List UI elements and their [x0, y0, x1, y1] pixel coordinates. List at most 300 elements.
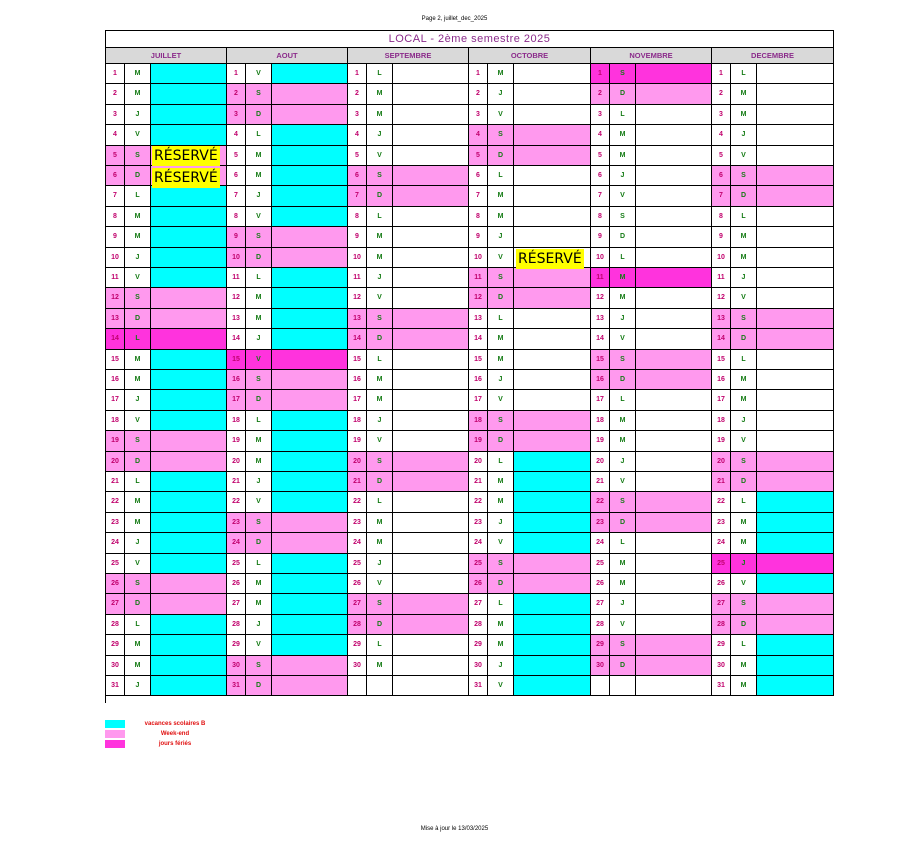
day-number: 24 — [469, 533, 488, 553]
day-of-week: S — [125, 288, 151, 308]
day-slot — [393, 656, 469, 676]
day-number: 5 — [227, 146, 246, 166]
day-of-week: V — [246, 635, 272, 655]
day-number: 13 — [591, 309, 610, 329]
day-slot — [514, 635, 591, 655]
day-number: 4 — [712, 125, 731, 145]
day-slot — [514, 513, 591, 533]
day-slot — [514, 492, 591, 512]
day-of-week: L — [731, 64, 757, 84]
day-slot — [272, 594, 348, 614]
day-number: 30 — [227, 656, 246, 676]
day-of-week: D — [731, 472, 757, 492]
day-slot — [636, 105, 712, 125]
day-of-week: V — [488, 390, 514, 410]
day-number: 18 — [106, 411, 125, 431]
day-slot — [151, 288, 227, 308]
day-slot — [514, 84, 591, 104]
day-number: 14 — [712, 329, 731, 349]
day-of-week: L — [488, 309, 514, 329]
day-number: 22 — [712, 492, 731, 512]
day-number: 24 — [712, 533, 731, 553]
day-of-week: M — [731, 105, 757, 125]
day-slot — [272, 431, 348, 451]
day-number: 8 — [712, 207, 731, 227]
day-of-week: M — [488, 350, 514, 370]
day-number: 9 — [712, 227, 731, 247]
day-slot — [757, 492, 834, 512]
day-of-week: L — [125, 186, 151, 206]
day-of-week: L — [367, 492, 393, 512]
day-of-week: M — [731, 370, 757, 390]
legend-swatch — [105, 730, 125, 738]
day-slot — [272, 329, 348, 349]
day-number: 31 — [227, 676, 246, 696]
day-slot — [393, 248, 469, 268]
day-number: 1 — [591, 64, 610, 84]
day-slot — [636, 350, 712, 370]
day-number: 9 — [591, 227, 610, 247]
day-slot — [393, 635, 469, 655]
day-number: 10 — [106, 248, 125, 268]
day-slot — [151, 207, 227, 227]
day-number: 16 — [591, 370, 610, 390]
day-slot — [636, 656, 712, 676]
day-of-week: J — [367, 411, 393, 431]
day-of-week: M — [610, 125, 636, 145]
day-number: 11 — [348, 268, 367, 288]
day-slot — [757, 227, 834, 247]
reserved-label: RÉSERVÉ — [154, 170, 218, 186]
day-slot — [151, 554, 227, 574]
day-number: 15 — [106, 350, 125, 370]
day-of-week: D — [488, 431, 514, 451]
day-slot — [151, 370, 227, 390]
day-number: 6 — [227, 166, 246, 186]
day-of-week: S — [125, 146, 151, 166]
day-of-week: D — [246, 533, 272, 553]
day-number: 14 — [106, 329, 125, 349]
day-number: 5 — [106, 146, 125, 166]
day-of-week: L — [488, 594, 514, 614]
day-of-week: L — [610, 390, 636, 410]
day-slot — [151, 676, 227, 696]
day-of-week: S — [246, 513, 272, 533]
day-number: 4 — [469, 125, 488, 145]
day-slot — [151, 656, 227, 676]
day-number: 24 — [106, 533, 125, 553]
month-header: SEPTEMBRE — [348, 48, 469, 64]
day-of-week: L — [246, 268, 272, 288]
day-slot — [636, 166, 712, 186]
day-slot — [636, 207, 712, 227]
day-number: 16 — [106, 370, 125, 390]
day-slot — [272, 390, 348, 410]
day-of-week: S — [488, 268, 514, 288]
day-number: 17 — [591, 390, 610, 410]
day-number: 17 — [712, 390, 731, 410]
day-number: 12 — [591, 288, 610, 308]
day-number: 11 — [712, 268, 731, 288]
day-number: 20 — [469, 452, 488, 472]
day-number: 23 — [591, 513, 610, 533]
day-slot — [636, 64, 712, 84]
day-slot — [393, 64, 469, 84]
day-slot — [514, 615, 591, 635]
day-number: 8 — [227, 207, 246, 227]
day-number: 13 — [227, 309, 246, 329]
day-number: 21 — [591, 472, 610, 492]
day-of-week: L — [610, 105, 636, 125]
day-number: 6 — [469, 166, 488, 186]
day-number: 15 — [591, 350, 610, 370]
day-slot — [514, 676, 591, 696]
day-of-week: D — [731, 329, 757, 349]
day-slot — [272, 492, 348, 512]
day-of-week: M — [246, 594, 272, 614]
day-of-week: V — [610, 329, 636, 349]
day-number: 7 — [106, 186, 125, 206]
day-number: 10 — [591, 248, 610, 268]
day-of-week: D — [731, 186, 757, 206]
day-of-week: J — [610, 309, 636, 329]
day-slot — [151, 492, 227, 512]
day-of-week: M — [246, 146, 272, 166]
day-number: 4 — [348, 125, 367, 145]
day-number: 2 — [227, 84, 246, 104]
day-of-week: M — [125, 207, 151, 227]
day-of-week: S — [731, 309, 757, 329]
day-number: 30 — [348, 656, 367, 676]
day-number: 10 — [348, 248, 367, 268]
day-number: 25 — [227, 554, 246, 574]
day-slot — [757, 84, 834, 104]
day-slot — [757, 513, 834, 533]
day-of-week: M — [367, 370, 393, 390]
day-number: 14 — [348, 329, 367, 349]
day-slot — [636, 431, 712, 451]
day-number: 20 — [591, 452, 610, 472]
day-number: 5 — [469, 146, 488, 166]
day-number: 9 — [469, 227, 488, 247]
day-slot — [514, 554, 591, 574]
day-of-week: J — [731, 411, 757, 431]
day-slot — [636, 513, 712, 533]
day-slot — [393, 492, 469, 512]
day-of-week: D — [610, 84, 636, 104]
day-of-week: J — [246, 615, 272, 635]
day-number: 10 — [469, 248, 488, 268]
day-of-week: J — [731, 554, 757, 574]
day-slot — [636, 186, 712, 206]
day-number: 22 — [591, 492, 610, 512]
day-slot — [272, 472, 348, 492]
day-slot — [151, 411, 227, 431]
day-number: 12 — [227, 288, 246, 308]
day-slot — [272, 186, 348, 206]
day-slot — [272, 513, 348, 533]
update-note: Mise à jour le 13/03/2025 — [420, 826, 489, 832]
day-number: 20 — [348, 452, 367, 472]
day-slot — [757, 452, 834, 472]
day-number: 3 — [348, 105, 367, 125]
day-of-week: M — [367, 227, 393, 247]
day-slot — [757, 186, 834, 206]
day-number: 7 — [227, 186, 246, 206]
day-of-week: M — [125, 513, 151, 533]
day-slot — [393, 431, 469, 451]
day-number: 30 — [712, 656, 731, 676]
day-of-week: M — [246, 574, 272, 594]
day-slot — [393, 513, 469, 533]
day-slot — [272, 309, 348, 329]
day-of-week: S — [610, 64, 636, 84]
day-of-week: M — [731, 248, 757, 268]
day-of-week: V — [367, 146, 393, 166]
day-of-week: D — [610, 656, 636, 676]
day-number: 25 — [712, 554, 731, 574]
day-slot — [757, 676, 834, 696]
month-header: JUILLET — [106, 48, 227, 64]
day-number: 23 — [712, 513, 731, 533]
day-of-week: S — [731, 452, 757, 472]
day-slot — [272, 656, 348, 676]
day-of-week: M — [125, 350, 151, 370]
day-of-week: S — [246, 370, 272, 390]
day-slot — [393, 186, 469, 206]
legend-label: vacances scolaires B — [144, 721, 206, 727]
day-of-week: J — [610, 594, 636, 614]
day-number: 22 — [227, 492, 246, 512]
day-of-week: M — [488, 186, 514, 206]
day-slot — [393, 533, 469, 553]
day-number: 14 — [469, 329, 488, 349]
day-number: 22 — [348, 492, 367, 512]
day-of-week: M — [367, 390, 393, 410]
day-slot — [514, 125, 591, 145]
day-number: 25 — [106, 554, 125, 574]
day-slot — [393, 329, 469, 349]
day-number: 19 — [591, 431, 610, 451]
day-of-week: S — [125, 431, 151, 451]
day-of-week: S — [731, 166, 757, 186]
day-number: 19 — [469, 431, 488, 451]
day-of-week: S — [125, 574, 151, 594]
day-slot — [151, 574, 227, 594]
day-number: 26 — [348, 574, 367, 594]
day-slot — [514, 411, 591, 431]
day-of-week: V — [610, 615, 636, 635]
day-of-week: L — [731, 492, 757, 512]
day-number: 28 — [106, 615, 125, 635]
day-number — [591, 676, 610, 696]
day-of-week: L — [246, 554, 272, 574]
day-number: 1 — [712, 64, 731, 84]
day-of-week: D — [246, 390, 272, 410]
day-number: 16 — [348, 370, 367, 390]
day-number: 31 — [469, 676, 488, 696]
day-number: 22 — [106, 492, 125, 512]
day-number: 19 — [348, 431, 367, 451]
day-of-week: M — [731, 84, 757, 104]
day-slot — [393, 594, 469, 614]
day-of-week: S — [488, 411, 514, 431]
day-number: 3 — [591, 105, 610, 125]
day-of-week: S — [246, 84, 272, 104]
day-of-week: J — [246, 472, 272, 492]
day-of-week: D — [125, 452, 151, 472]
day-slot — [636, 635, 712, 655]
day-of-week: D — [488, 574, 514, 594]
day-number: 17 — [106, 390, 125, 410]
day-slot — [757, 350, 834, 370]
day-slot — [393, 615, 469, 635]
day-number: 24 — [348, 533, 367, 553]
day-of-week: M — [488, 615, 514, 635]
day-slot — [151, 248, 227, 268]
day-number: 30 — [106, 656, 125, 676]
day-of-week: V — [610, 186, 636, 206]
day-number: 27 — [712, 594, 731, 614]
day-of-week: D — [731, 615, 757, 635]
day-of-week — [610, 676, 636, 696]
day-of-week: S — [246, 227, 272, 247]
day-number: 18 — [712, 411, 731, 431]
day-of-week: M — [488, 329, 514, 349]
day-slot — [757, 268, 834, 288]
day-of-week: M — [367, 248, 393, 268]
day-slot — [514, 166, 591, 186]
day-slot — [393, 146, 469, 166]
day-slot — [151, 452, 227, 472]
day-slot — [514, 452, 591, 472]
day-slot — [757, 533, 834, 553]
day-number: 13 — [469, 309, 488, 329]
day-of-week: M — [367, 84, 393, 104]
day-slot — [272, 533, 348, 553]
page-note: Page 2, juillet_dec_2025 — [421, 16, 488, 22]
day-of-week: J — [246, 186, 272, 206]
day-number: 18 — [348, 411, 367, 431]
day-number: 9 — [106, 227, 125, 247]
day-slot — [393, 411, 469, 431]
day-slot — [514, 268, 591, 288]
day-of-week: M — [731, 227, 757, 247]
day-slot — [272, 350, 348, 370]
day-number: 21 — [106, 472, 125, 492]
day-number: 11 — [469, 268, 488, 288]
day-number: 1 — [348, 64, 367, 84]
day-number: 13 — [106, 309, 125, 329]
day-number: 26 — [591, 574, 610, 594]
day-number: 25 — [591, 554, 610, 574]
day-slot — [757, 390, 834, 410]
day-slot — [514, 186, 591, 206]
day-number: 27 — [469, 594, 488, 614]
day-number: 21 — [227, 472, 246, 492]
day-of-week: S — [367, 594, 393, 614]
day-slot — [272, 554, 348, 574]
day-number: 15 — [227, 350, 246, 370]
day-of-week: D — [125, 166, 151, 186]
day-of-week: J — [610, 166, 636, 186]
day-number: 8 — [469, 207, 488, 227]
day-of-week: V — [125, 554, 151, 574]
day-number: 19 — [712, 431, 731, 451]
day-number: 15 — [712, 350, 731, 370]
day-slot — [636, 615, 712, 635]
day-slot — [272, 370, 348, 390]
day-of-week: L — [731, 350, 757, 370]
day-number: 2 — [106, 84, 125, 104]
day-of-week: M — [731, 676, 757, 696]
month-header: NOVEMBRE — [591, 48, 712, 64]
day-of-week: S — [488, 554, 514, 574]
day-slot — [151, 105, 227, 125]
day-number: 20 — [712, 452, 731, 472]
day-slot — [757, 431, 834, 451]
day-of-week: J — [488, 656, 514, 676]
day-number: 28 — [469, 615, 488, 635]
day-of-week — [367, 676, 393, 696]
day-of-week: L — [488, 452, 514, 472]
day-of-week: V — [246, 350, 272, 370]
day-of-week: M — [125, 227, 151, 247]
day-of-week: J — [125, 248, 151, 268]
day-number: 29 — [712, 635, 731, 655]
day-slot — [514, 329, 591, 349]
day-slot — [151, 64, 227, 84]
day-slot — [514, 574, 591, 594]
day-number: 22 — [469, 492, 488, 512]
day-number: 3 — [106, 105, 125, 125]
day-of-week: V — [488, 676, 514, 696]
day-number: 17 — [227, 390, 246, 410]
day-number: 8 — [106, 207, 125, 227]
day-slot — [514, 227, 591, 247]
day-number: 17 — [348, 390, 367, 410]
day-number — [348, 676, 367, 696]
day-of-week: L — [125, 615, 151, 635]
day-number: 13 — [712, 309, 731, 329]
day-number: 23 — [469, 513, 488, 533]
day-of-week: V — [367, 288, 393, 308]
day-slot — [514, 431, 591, 451]
day-of-week: J — [367, 554, 393, 574]
day-of-week: M — [610, 554, 636, 574]
day-slot — [151, 350, 227, 370]
day-slot — [151, 125, 227, 145]
day-number: 11 — [227, 268, 246, 288]
day-number: 13 — [348, 309, 367, 329]
day-number: 3 — [227, 105, 246, 125]
day-number: 27 — [227, 594, 246, 614]
day-number: 1 — [227, 64, 246, 84]
day-of-week: J — [125, 390, 151, 410]
day-of-week: D — [610, 227, 636, 247]
day-slot — [757, 574, 834, 594]
day-slot — [272, 84, 348, 104]
day-of-week: D — [246, 248, 272, 268]
day-number: 8 — [348, 207, 367, 227]
day-of-week: D — [610, 513, 636, 533]
day-number: 12 — [469, 288, 488, 308]
day-of-week: S — [246, 656, 272, 676]
day-slot — [272, 125, 348, 145]
day-of-week: M — [488, 635, 514, 655]
day-slot — [636, 452, 712, 472]
day-number: 28 — [348, 615, 367, 635]
